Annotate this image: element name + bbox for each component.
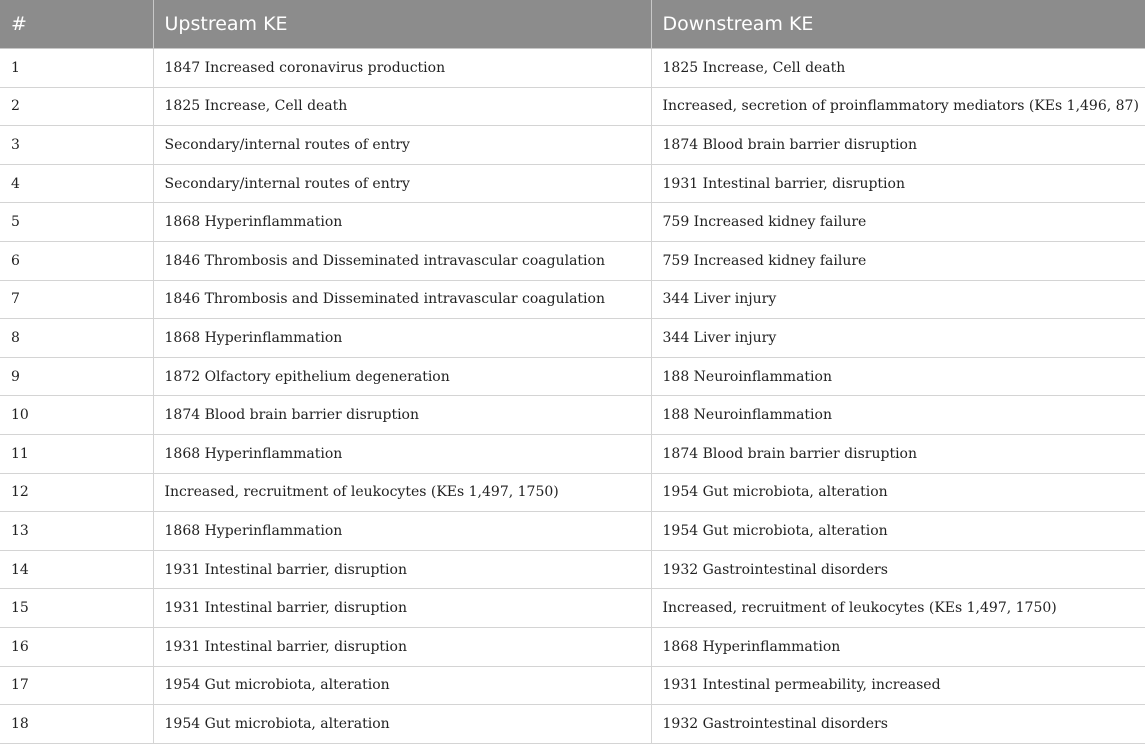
table-row	[0, 49, 1145, 88]
row-number-cell: 9	[0, 357, 153, 396]
table-row	[0, 434, 1145, 473]
row-number-cell: 17	[0, 666, 153, 705]
table-row	[0, 241, 1145, 280]
table-row	[0, 164, 1145, 203]
header-upstream-ke: Upstream KE	[153, 0, 651, 49]
downstream-ke-cell: 1931 Intestinal permeability, increased	[651, 666, 1145, 705]
table-row	[0, 512, 1145, 551]
upstream-ke-cell: Increased, recruitment of leukocytes (KEs 1,497, 1750)	[153, 473, 651, 512]
downstream-ke-cell: 759 Increased kidney failure	[651, 203, 1145, 242]
downstream-ke-cell: 188 Neuroinflammation	[651, 396, 1145, 435]
downstream-ke-cell: 1954 Gut microbiota, alteration	[651, 512, 1145, 551]
downstream-ke-cell: Increased, recruitment of leukocytes (KEs 1,497, 1750)	[651, 589, 1145, 628]
row-number-cell: 4	[0, 164, 153, 203]
row-number-cell: 15	[0, 589, 153, 628]
downstream-ke-cell: 344 Liver injury	[651, 319, 1145, 358]
row-number-cell: 7	[0, 280, 153, 319]
upstream-ke-cell: 1868 Hyperinflammation	[153, 319, 651, 358]
table-row	[0, 589, 1145, 628]
upstream-ke-cell: 1868 Hyperinflammation	[153, 203, 651, 242]
downstream-ke-cell: 1931 Intestinal barrier, disruption	[651, 164, 1145, 203]
table-row	[0, 319, 1145, 358]
upstream-ke-cell: Secondary/internal routes of entry	[153, 164, 651, 203]
table-row	[0, 550, 1145, 589]
row-number-cell: 11	[0, 434, 153, 473]
downstream-ke-cell: 1868 Hyperinflammation	[651, 627, 1145, 666]
downstream-ke-cell: 1874 Blood brain barrier disruption	[651, 434, 1145, 473]
upstream-ke-cell: 1847 Increased coronavirus production	[153, 49, 651, 88]
row-number-cell: 18	[0, 705, 153, 744]
row-number-cell: 10	[0, 396, 153, 435]
row-number-cell: 14	[0, 550, 153, 589]
upstream-ke-cell: 1954 Gut microbiota, alteration	[153, 705, 651, 744]
table-row	[0, 396, 1145, 435]
upstream-ke-cell: 1874 Blood brain barrier disruption	[153, 396, 651, 435]
row-number-cell: 5	[0, 203, 153, 242]
downstream-ke-cell: Increased, secretion of proinflammatory mediators (KEs 1,496, 87)	[651, 87, 1145, 126]
upstream-ke-cell: 1846 Thrombosis and Disseminated intravascular coagulation	[153, 280, 651, 319]
upstream-ke-cell: 1931 Intestinal barrier, disruption	[153, 627, 651, 666]
row-number-cell: 6	[0, 241, 153, 280]
downstream-ke-cell: 1954 Gut microbiota, alteration	[651, 473, 1145, 512]
row-number-cell: 3	[0, 126, 153, 165]
downstream-ke-cell: 188 Neuroinflammation	[651, 357, 1145, 396]
table-row	[0, 203, 1145, 242]
header-number: #	[0, 0, 153, 49]
upstream-ke-cell: 1931 Intestinal barrier, disruption	[153, 589, 651, 628]
upstream-ke-cell: 1846 Thrombosis and Disseminated intravascular coagulation	[153, 241, 651, 280]
upstream-ke-cell: 1868 Hyperinflammation	[153, 512, 651, 551]
downstream-ke-cell: 344 Liver injury	[651, 280, 1145, 319]
table-row	[0, 126, 1145, 165]
upstream-ke-cell: Secondary/internal routes of entry	[153, 126, 651, 165]
downstream-ke-cell: 1932 Gastrointestinal disorders	[651, 550, 1145, 589]
upstream-ke-cell: 1931 Intestinal barrier, disruption	[153, 550, 651, 589]
table-row	[0, 705, 1145, 744]
header-row	[0, 0, 1145, 49]
row-number-cell: 8	[0, 319, 153, 358]
upstream-ke-cell: 1872 Olfactory epithelium degeneration	[153, 357, 651, 396]
downstream-ke-cell: 1825 Increase, Cell death	[651, 49, 1145, 88]
row-number-cell: 12	[0, 473, 153, 512]
header-downstream-ke: Downstream KE	[651, 0, 1145, 49]
table-header	[0, 0, 1145, 49]
table-row	[0, 627, 1145, 666]
upstream-ke-cell: 1825 Increase, Cell death	[153, 87, 651, 126]
table-body	[0, 49, 1145, 744]
downstream-ke-cell: 1932 Gastrointestinal disorders	[651, 705, 1145, 744]
table-row	[0, 87, 1145, 126]
upstream-ke-cell: 1954 Gut microbiota, alteration	[153, 666, 651, 705]
downstream-ke-cell: 759 Increased kidney failure	[651, 241, 1145, 280]
table-row	[0, 666, 1145, 705]
downstream-ke-cell: 1874 Blood brain barrier disruption	[651, 126, 1145, 165]
table-row	[0, 357, 1145, 396]
upstream-ke-cell: 1868 Hyperinflammation	[153, 434, 651, 473]
row-number-cell: 2	[0, 87, 153, 126]
row-number-cell: 1	[0, 49, 153, 88]
table-row	[0, 280, 1145, 319]
table-row	[0, 473, 1145, 512]
row-number-cell: 16	[0, 627, 153, 666]
row-number-cell: 13	[0, 512, 153, 551]
